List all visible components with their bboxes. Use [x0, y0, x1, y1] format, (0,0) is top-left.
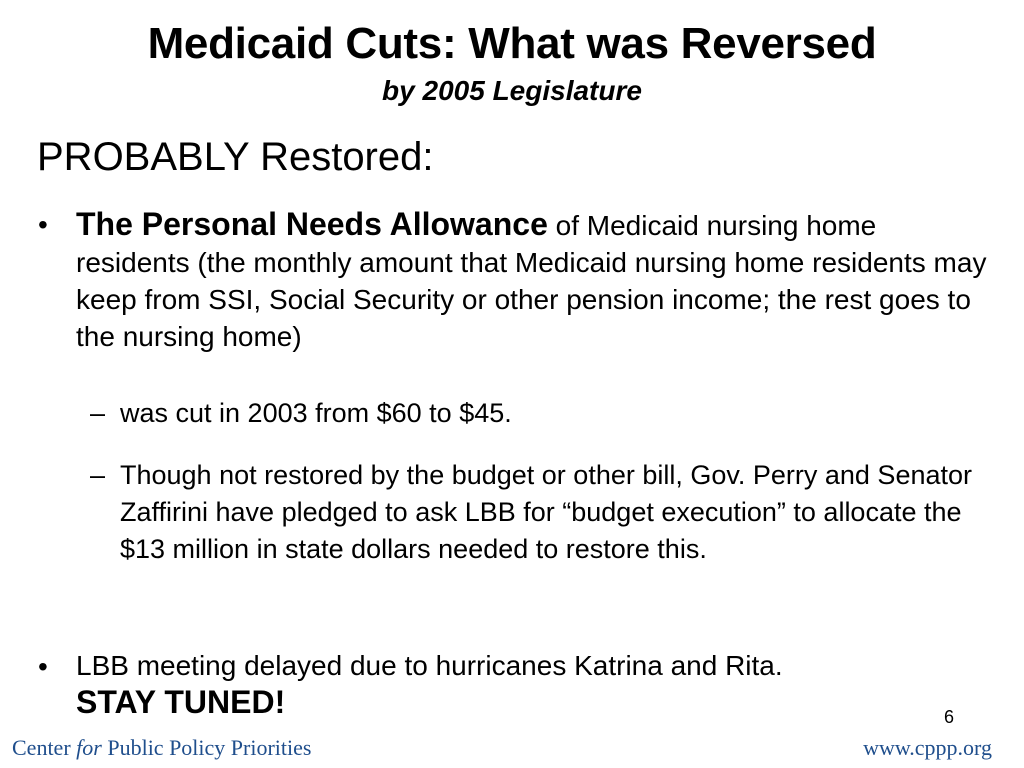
bullet-personal-needs-allowance	[76, 206, 996, 355]
bullet-marker: •	[38, 209, 48, 240]
footer-org-part1: Center	[12, 735, 77, 760]
dash-marker: –	[90, 460, 106, 490]
dash-marker: –	[90, 398, 106, 428]
stay-tuned: STAY TUNED!	[76, 684, 286, 720]
slide-subtitle: by 2005 Legislature	[382, 75, 642, 106]
section-heading: PROBABLY Restored:	[37, 135, 434, 179]
subpoint-not-restored: Though not restored by the budget or other bill, Gov. Perry and Senator Zaffirini have pledged to ask LBB for “budget execution” to allocate the $13 million in state dollars needed to restore this.	[120, 460, 973, 564]
page-number: 6	[944, 707, 955, 727]
slide-title: Medicaid Cuts: What was Reversed	[147, 19, 877, 68]
bullet-lead: The Personal Needs Allowance	[76, 206, 548, 242]
bullet-body: of Medicaid nursing home residents (the monthly amount that Medicaid nursing home residents may keep from SSI, Social Security or other pension income; the rest goes to the nursing home)	[76, 210, 987, 352]
footer-organization	[12, 734, 311, 762]
bullet-marker: •	[38, 651, 48, 682]
subpoint-cut-2003: was cut in 2003 from $60 to $45.	[120, 398, 512, 428]
footer-org-part2: Public Policy Priorities	[101, 735, 312, 760]
bullet-lbb-meeting	[76, 647, 996, 721]
footer-website-link[interactable]: www.cppp.org	[863, 735, 992, 760]
bullet-body: LBB meeting delayed due to hurricanes Katrina and Rita.	[76, 650, 783, 681]
footer-org-for: for	[76, 735, 102, 760]
